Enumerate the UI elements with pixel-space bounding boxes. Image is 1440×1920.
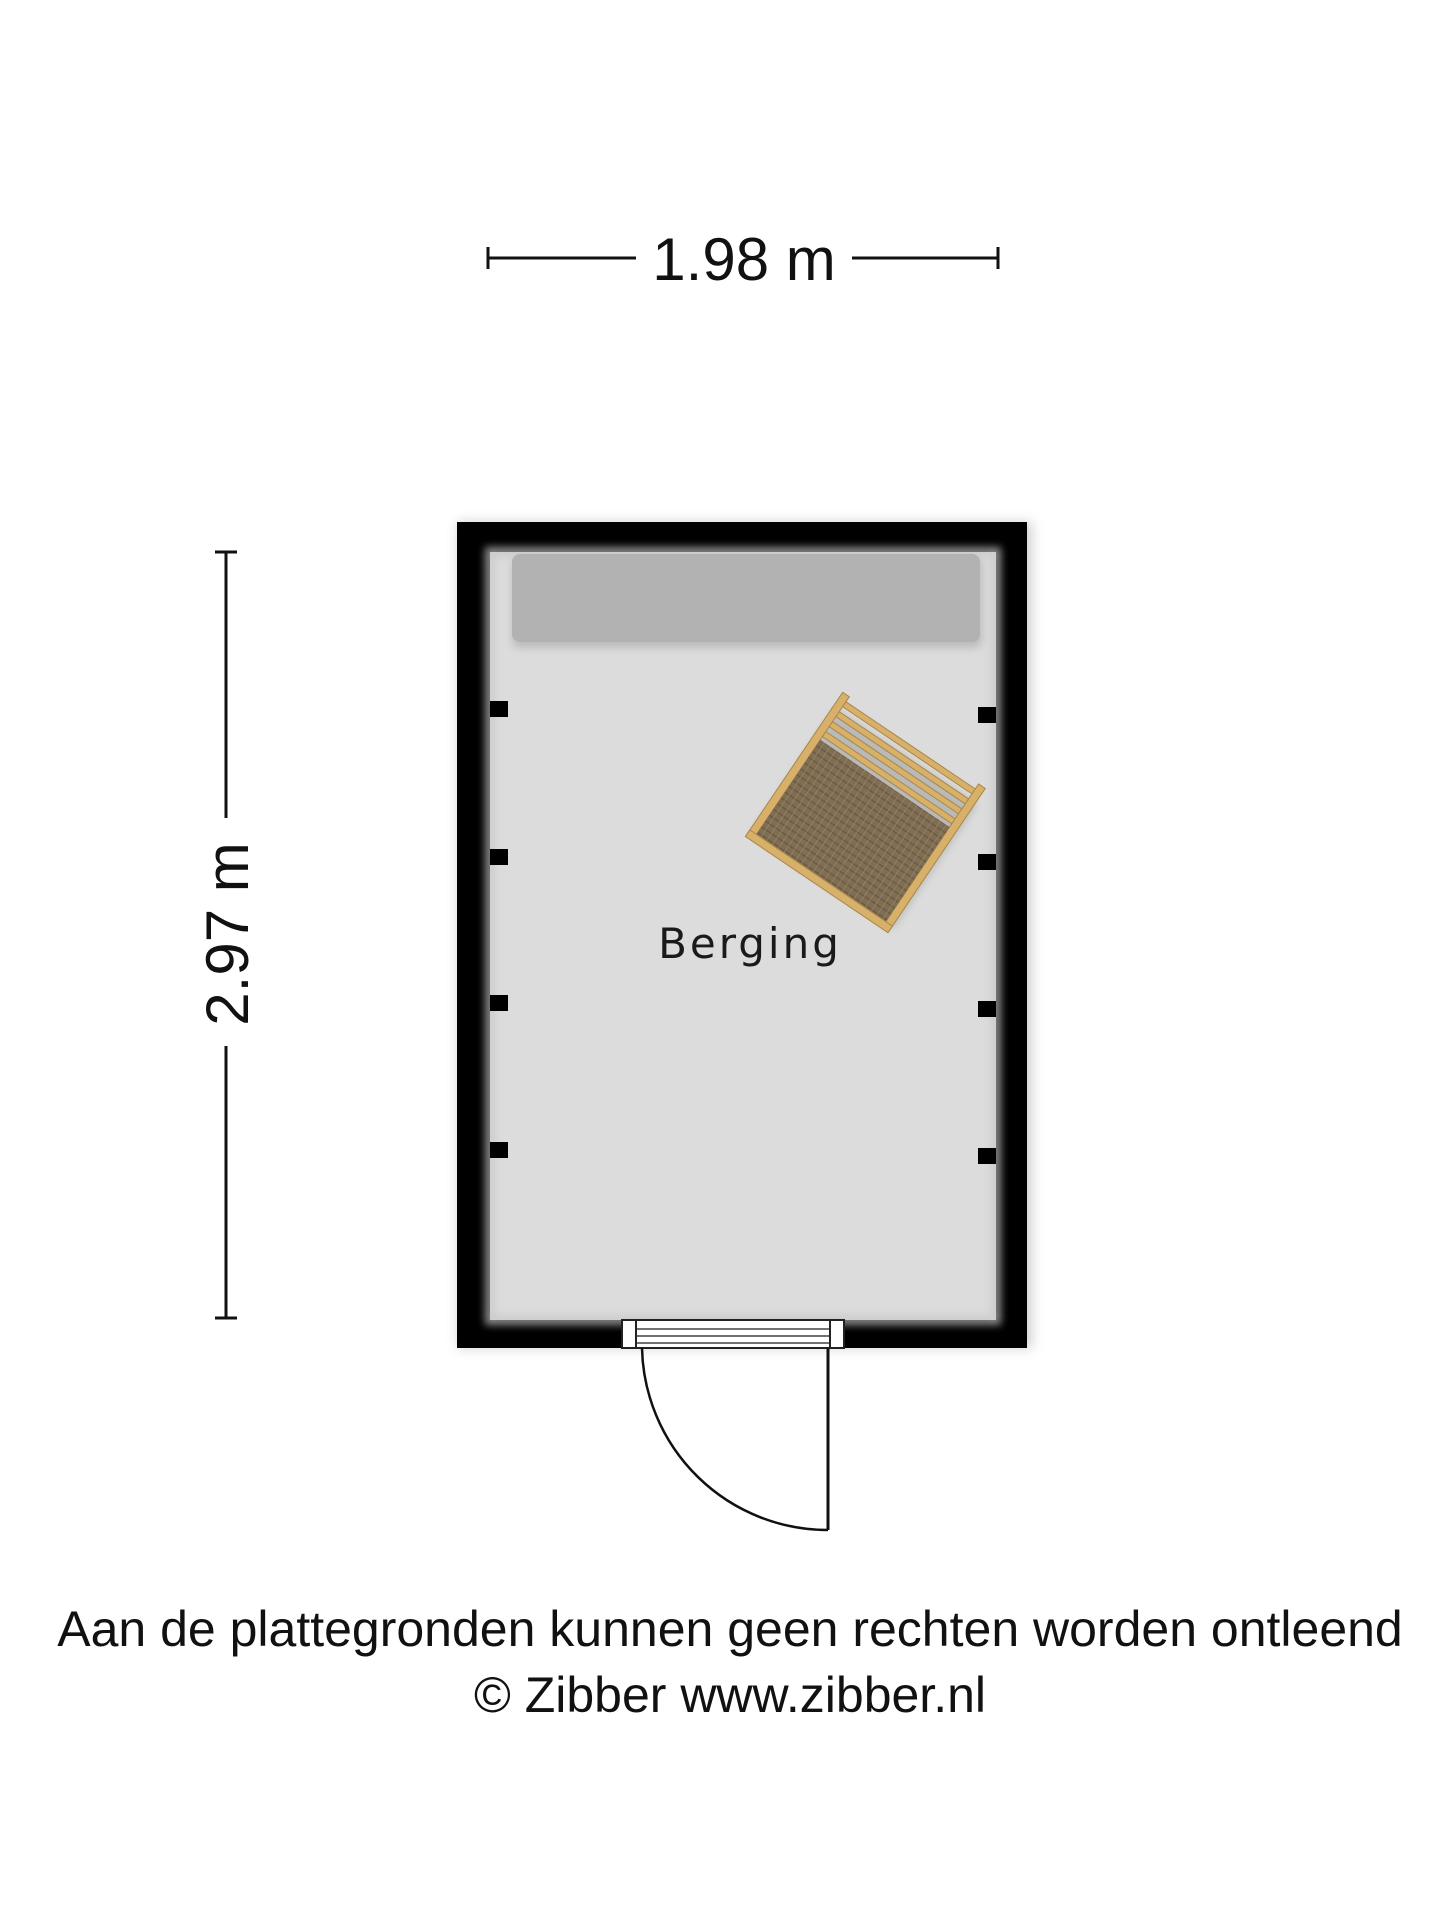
height-dimension [194, 552, 261, 1318]
wall-stud [490, 849, 508, 865]
wall-stud [978, 854, 996, 870]
width-dimension-label: 1.98 m [652, 226, 836, 293]
disclaimer-text: Aan de plattegronden kunnen geen rechten worden ontleend [57, 1601, 1403, 1657]
copyright-text: © Zibber www.zibber.nl [473, 1667, 987, 1723]
door-swing-arc [642, 1348, 828, 1530]
room-berging [457, 522, 1032, 1530]
wall-stud [490, 1142, 508, 1158]
room-label: Berging [658, 919, 842, 968]
wall-stud [978, 1001, 996, 1017]
wall-stud [490, 995, 508, 1011]
wall-stud [978, 1148, 996, 1164]
width-dimension [488, 226, 998, 293]
height-dimension-label: 2.97 m [194, 842, 261, 1026]
door-opening [622, 1320, 844, 1348]
door [622, 1320, 844, 1530]
wall-stud [978, 707, 996, 723]
wall-stud [490, 701, 508, 717]
shelf [512, 554, 980, 642]
